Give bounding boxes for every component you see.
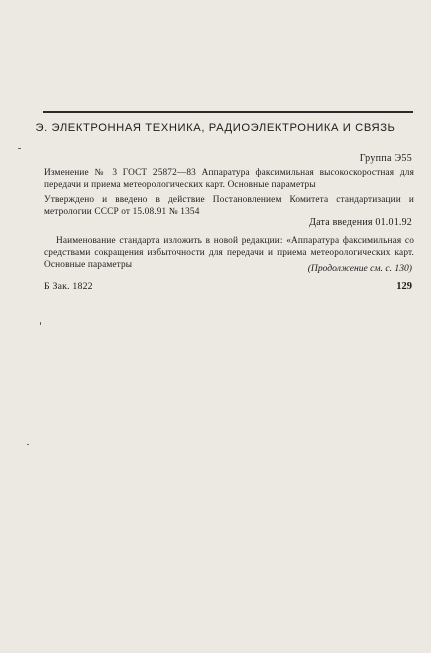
page-number: 129 — [396, 281, 412, 292]
section-title: Э. ЭЛЕКТРОННАЯ ТЕХНИКА, РАДИОЭЛЕКТРОНИКА И СВЯЗЬ — [35, 122, 396, 134]
effective-date: Дата введения 01.01.92 — [309, 217, 412, 228]
continuation-note: (Продолжение см. с. 130) — [307, 263, 412, 274]
scan-speck — [18, 148, 21, 149]
approval-paragraph: Утверждено и введено в действие Постановлением Комитета стандартизации и метрологии СССР от 15.08.91 № 1354 — [44, 195, 414, 217]
amendment-paragraph: Изменение № 3 ГОСТ 25872—83 Аппаратура факсимильная высокоскоростная для передачи и приема метеорологических карт. Основные параметры — [44, 168, 414, 190]
header-rule — [43, 111, 413, 113]
scan-speck — [40, 322, 41, 325]
body-paragraph: Наименование стандарта изложить в новой редакции: «Аппаратура факсимильная со средствами сокращения избыточности для передачи и приема метеорологических карт. Основные параметры — [44, 236, 414, 270]
scan-speck — [27, 444, 29, 445]
group-code: Группа Э55 — [359, 153, 412, 164]
order-number: Б Зак. 1822 — [44, 281, 93, 292]
